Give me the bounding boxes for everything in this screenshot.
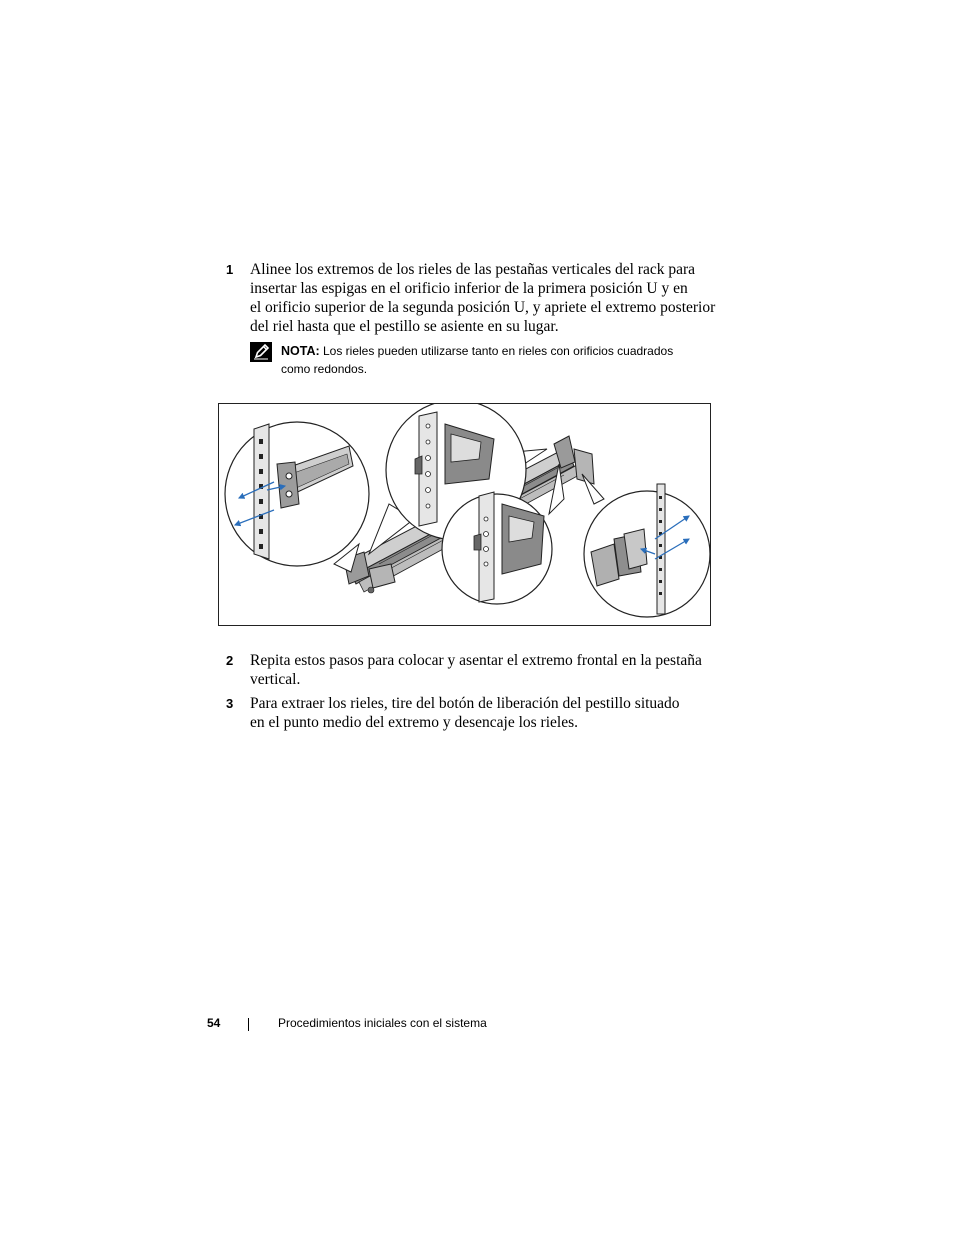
step-number: 3 <box>226 696 234 711</box>
inset-front-square-holes <box>225 422 369 566</box>
note-text: NOTA: Los rieles pueden utilizarse tanto en rieles con orificios cuadrados como redondos. <box>281 344 674 376</box>
step-number: 1 <box>226 262 234 277</box>
footer-title: Procedimientos iniciales con el sistema <box>278 1016 487 1030</box>
note-label: NOTA: <box>281 344 320 358</box>
pencil-note-icon <box>250 342 272 362</box>
step-text: Alinee los extremos de los rieles de las pestañas verticales del rack para insertar las espigas en el orificio inferior de la primera posición U y en el orificio superior de la segunda posición U, y apriete el extremo posterior del riel hasta que el pestillo se asiente en su lugar. <box>250 261 716 335</box>
rail-installation-diagram <box>219 404 710 625</box>
step-text: Repita estos pasos para colocar y asentar el extremo frontal en la pestaña vertical. <box>250 652 702 688</box>
footer-divider <box>248 1018 249 1031</box>
page-number: 54 <box>207 1016 221 1030</box>
rail-installation-figure <box>218 403 711 626</box>
step-text: Para extraer los rieles, tire del botón de liberación del pestillo situado en el punto medio del extremo y desencaje los rieles. <box>250 695 680 731</box>
step-number: 2 <box>226 653 234 668</box>
inset-latch-detail <box>584 484 710 617</box>
